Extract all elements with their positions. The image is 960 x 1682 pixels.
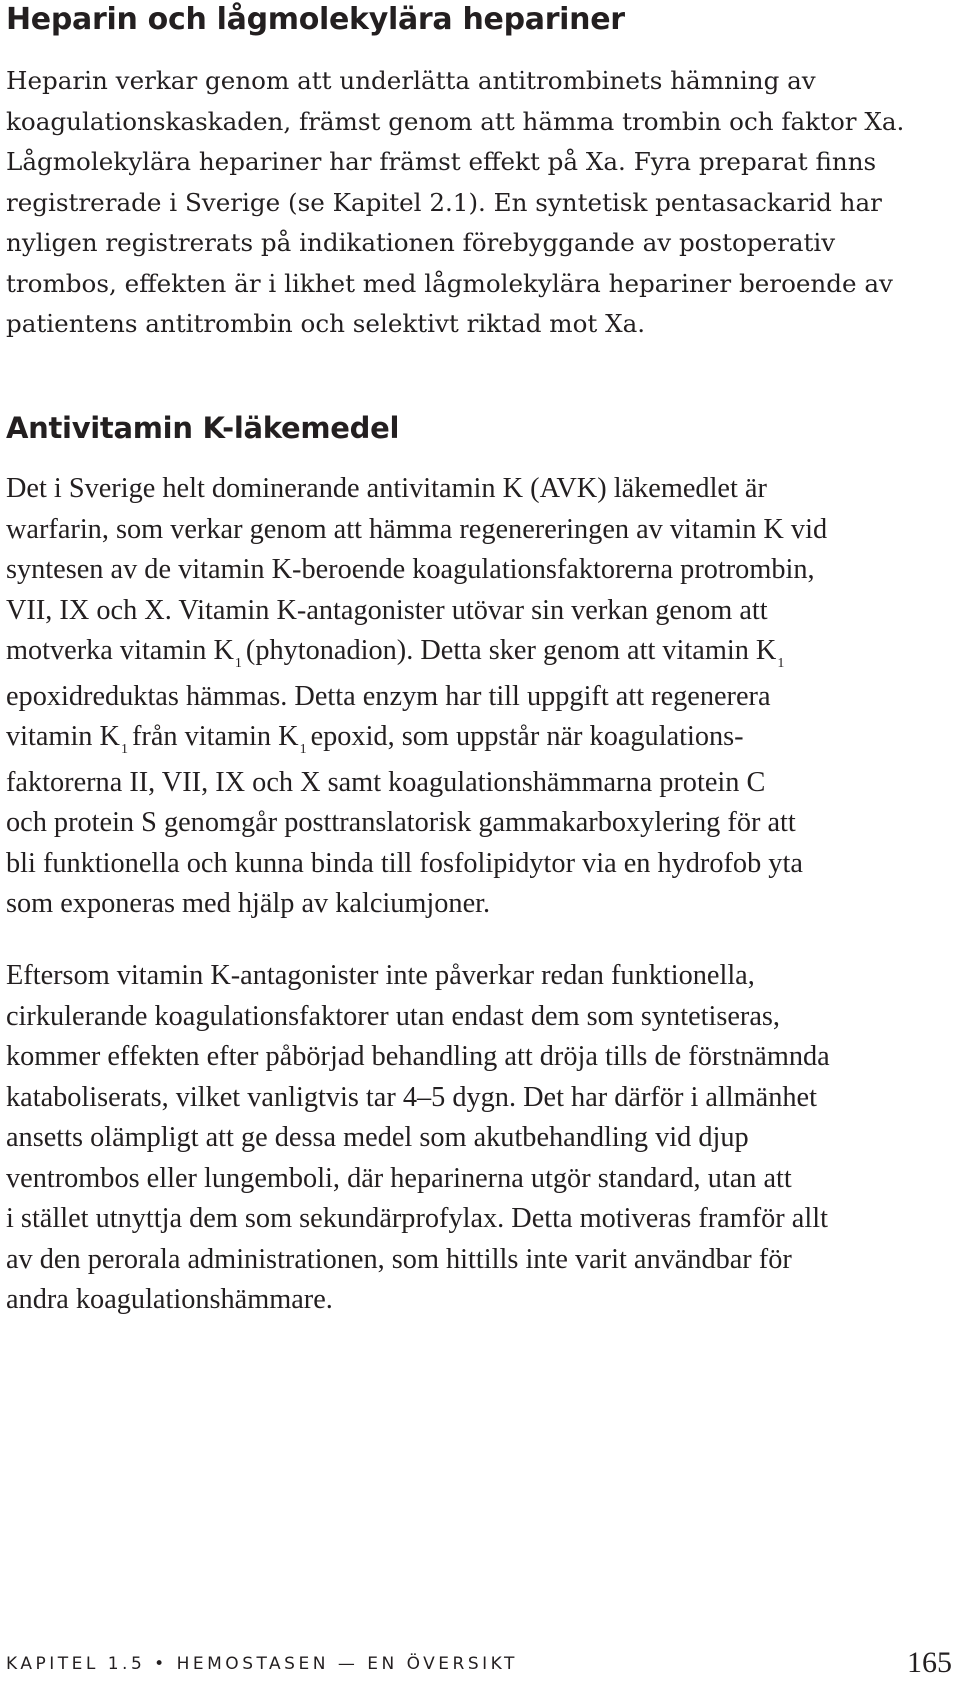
text-line: VII, IX och X. Vitamin K-antagonister utövar sin verkan genom att xyxy=(6,594,768,626)
text-line: andra koagulationshämmare. xyxy=(6,1284,333,1315)
text-fragment: epoxid, som uppstår när koagulations- xyxy=(310,721,744,752)
paragraph-heparin xyxy=(6,61,956,345)
text-fragment: från vitamin K xyxy=(131,721,299,752)
text-fragment: motverka vitamin K xyxy=(6,635,234,666)
text-line: kommer effekten efter påbörjad behandling att dröja tills de förstnämnda xyxy=(6,1041,830,1072)
text-line: Det i Sverige helt dominerande antivitamin K (AVK) läkemedlet är xyxy=(6,473,767,504)
text-fragment: (phytonadion). Detta sker genom att vitamin K xyxy=(245,635,777,666)
text-line xyxy=(6,631,956,677)
text-line: epoxidreduktas hämmas. Detta enzym har till uppgift att regenerera xyxy=(6,680,771,712)
text-line: registrerade i Sverige (se Kapitel 2.1). En syntetisk pentasackarid har xyxy=(6,187,882,217)
section-heading-heparin: Heparin och lågmolekylära hepariner xyxy=(6,2,625,37)
text-line xyxy=(6,717,956,763)
text-line: Eftersom vitamin K-antagonister inte påverkar redan funktionella, xyxy=(6,960,755,991)
text-line: ansetts olämpligt att ge dessa medel som akutbehandling vid djup xyxy=(6,1122,749,1153)
page-footer xyxy=(6,1648,952,1682)
text-line: i stället utnyttja dem som sekundärprofylax. Detta motiveras framför allt xyxy=(6,1203,828,1234)
text-line: patientens antitrombin och selektivt riktad mot Xa. xyxy=(6,309,646,338)
text-line: nyligen registrerats på indikationen förebyggande av postoperativ xyxy=(6,228,836,257)
text-line: koagulationskaskaden, främst genom att hämma trombin och faktor Xa. xyxy=(6,106,905,136)
subscript: 1 xyxy=(299,742,307,757)
section-heading-antivitamin-k: Antivitamin K-läkemedel xyxy=(6,411,400,445)
text-line: faktorerna II, VII, IX och X samt koagulationshämmarna protein C xyxy=(6,766,766,798)
subscript: 1 xyxy=(777,656,785,671)
paragraph-avk-clinical-use xyxy=(6,956,956,1321)
text-line: av den perorala administrationen, som hittills inte varit användbar för xyxy=(6,1243,792,1275)
text-line: Lågmolekylära hepariner har främst effekt på Xa. Fyra preparat finns xyxy=(6,147,877,176)
subscript: 1 xyxy=(120,742,128,757)
text-line: bli funktionella och kunna binda till fosfolipidytor via en hydrofob yta xyxy=(6,847,803,879)
text-line: och protein S genomgår posttranslatorisk gammakarboxylering för att xyxy=(6,807,796,838)
paragraph-avk-mechanism xyxy=(6,469,956,925)
page-number: 165 xyxy=(907,1646,952,1679)
text-line: Heparin verkar genom att underlätta antitrombinets hämning av xyxy=(6,66,816,95)
text-line: warfarin, som verkar genom att hämma regenereringen av vitamin K vid xyxy=(6,513,828,545)
text-fragment: vitamin K xyxy=(6,721,120,752)
text-line: som exponeras med hjälp av kalciumjoner. xyxy=(6,888,491,919)
subscript: 1 xyxy=(234,656,242,671)
text-line: cirkulerande koagulationsfaktorer utan endast dem som syntetiseras, xyxy=(6,1000,780,1032)
text-line: kataboliserats, vilket vanligtvis tar 4–5 dygn. Det har därför i allmänhet xyxy=(6,1081,817,1113)
text-line: syntesen av de vitamin K-beroende koagulationsfaktorerna protrombin, xyxy=(6,554,815,585)
text-line: ventrombos eller lungemboli, där heparinerna utgör standard, utan att xyxy=(6,1162,792,1194)
text-line: trombos, effekten är i likhet med lågmolekylära hepariner beroende av xyxy=(6,268,893,298)
running-title: KAPITEL 1.5 • HEMOSTASEN — EN ÖVERSIKT xyxy=(6,1654,518,1674)
